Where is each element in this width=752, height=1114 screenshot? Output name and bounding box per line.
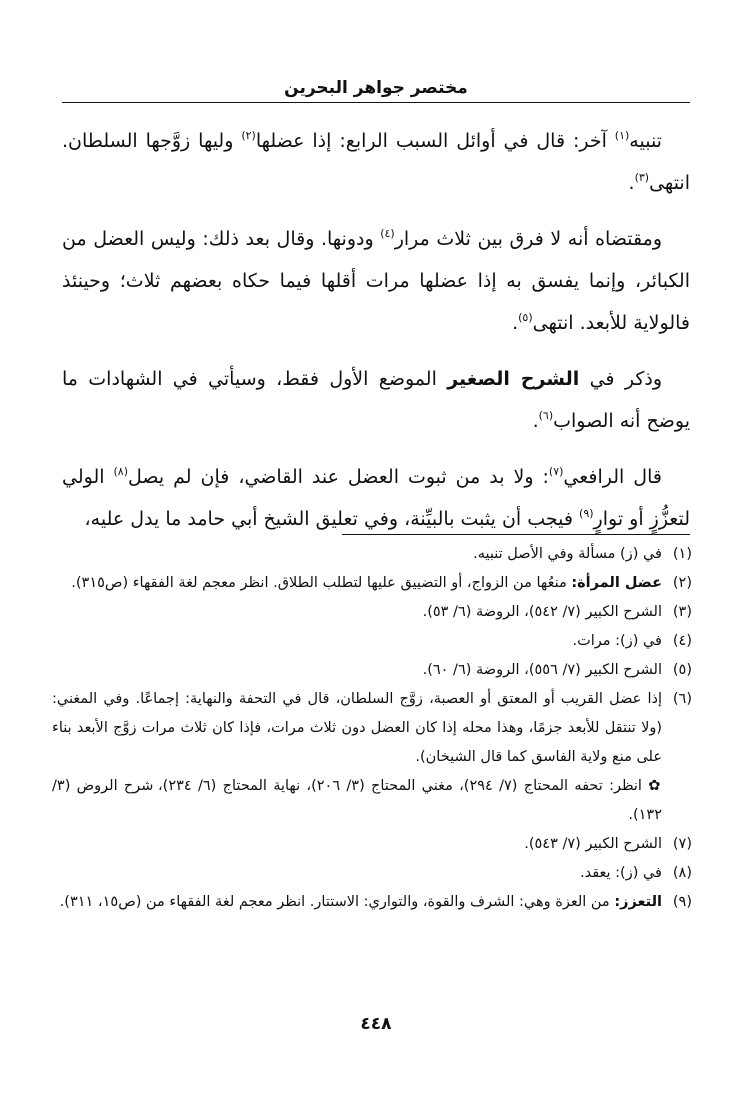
text-run: الموضع الأول فقط، وسيأتي في الشهادات ما يوضح أنه الصواب [62, 368, 690, 432]
book-title-bold: الشرح الصغير [447, 368, 580, 390]
main-text [62, 120, 690, 554]
footnote-2 [52, 569, 692, 598]
text-run: ومقتضاه أنه لا فرق بين ثلاث مرار [394, 228, 662, 250]
footnotes [52, 540, 692, 917]
footnote-number: (٤) [672, 633, 692, 649]
footnote-7 [52, 830, 692, 859]
footnote-term: عضل المرأة: [571, 575, 662, 591]
footnote-ref-9: (٩) [579, 507, 594, 520]
text-run: . [532, 410, 539, 432]
page-number: ٤٤٨ [360, 1014, 392, 1034]
text-run: : ولا بد من ثبوت العضل عند القاضي، فإن لم يصل [128, 466, 549, 488]
paragraph-3 [62, 358, 690, 442]
footnote-6 [52, 685, 692, 830]
text-run: ودونها. وقال بعد ذلك: وليس العضل من الكبائر، وإنما يفسق به إذا عضلها مرات أقلها فيما حكاه بعضهم ثلاث؛ وحينئذ فالولاية للأبعد. انتهى [62, 228, 690, 334]
footnote-number: (٥) [672, 662, 692, 678]
footnote-ref-4: (٤) [380, 227, 395, 240]
footnote-number: (٦) [672, 691, 692, 707]
footnote-ref-7: (٧) [548, 465, 564, 478]
footnote-8 [52, 859, 692, 888]
text-run: وذكر في [579, 368, 663, 390]
footnote-text: الشرح الكبير (٧/ ٥٥٦)، الروضة (٦/ ٦٠). [422, 662, 662, 678]
footnote-text: في (ز) مسألة وفي الأصل تنبيه. [473, 546, 662, 562]
footnote-ref-8: (٨) [113, 465, 128, 478]
footnote-ref-2: (٢) [241, 129, 256, 142]
footnote-3 [52, 598, 692, 627]
footnote-references: ✿ انظر: تحفه المحتاج (٧/ ٢٩٤)، مغني المحتاج (٣/ ٢٠٦)، نهاية المحتاج (٦/ ٢٣٤)، شرح الروض (٣/ ١٣٢). [52, 778, 663, 823]
footnote-number: (٣) [672, 604, 692, 620]
footnote-term: التعزز: [614, 894, 662, 910]
text-run: آخر: قال في أوائل السبب الرابع: إذا عضلها [255, 130, 615, 152]
text-run: . [512, 312, 519, 334]
footnote-4 [52, 627, 692, 656]
text-run: الولي لتعزُّزٍ أو توارٍ [62, 466, 690, 530]
text-run: فيجب أن يثبت بالبيِّنة، وفي تعليق الشيخ أبي حامد ما يدل عليه، [84, 508, 580, 530]
text-run: . [628, 172, 635, 194]
footnote-number: (٨) [672, 865, 692, 881]
footnote-ref-5: (٥) [518, 311, 533, 324]
paragraph-4 [62, 456, 690, 540]
footnote-number: (٢) [672, 575, 692, 591]
footnote-text: إذا عضل القريب أو المعتق أو العصبة، زوَّج السلطان، قال في التحفة والنهاية: إجماعًا. وفي المغني: (ولا تنتقل للأبعد جزمًا، وهذا محله إذا كان العضل دون ثلاث مرات، فإذا كان ثلاث مرات زوَّج الأبعد بناء على منع ولاية الفاسق كما قال الشيخان). [52, 691, 662, 765]
header-rule [62, 102, 690, 103]
footnote-number: (٧) [672, 836, 692, 852]
footnote-text: في (ز): يعقد. [579, 865, 662, 881]
footnote-text: من العزة وهي: الشرف والقوة، والتواري: الاستتار. انظر معجم لغة الفقهاء من (ص١٥، ٣١١). [59, 894, 615, 910]
text-run: تنبيه [629, 130, 662, 152]
footnote-text: في (ز): مرات. [572, 633, 662, 649]
footnote-text: منعُها من الزواج، أو التضييق عليها لتطلب الطلاق. انظر معجم لغة الفقهاء (ص٣١٥). [71, 575, 572, 591]
footnote-5 [52, 656, 692, 685]
footnote-body [52, 888, 662, 917]
running-header-title: مختصر جواهر البحرين [284, 78, 468, 98]
footnote-1 [52, 540, 692, 569]
footnote-text: الشرح الكبير (٧/ ٥٤٢)، الروضة (٦/ ٥٣). [422, 604, 662, 620]
footnote-number: (١) [672, 546, 692, 562]
footnote-body [52, 685, 662, 830]
footnote-ref-3: (٣) [634, 171, 650, 184]
footnote-ref-6: (٦) [538, 409, 554, 422]
footnote-body [52, 569, 662, 598]
text-run: قال الرافعي [563, 466, 662, 488]
paragraph-2 [62, 218, 690, 344]
text-run: وليها زوَّجها السلطان. انتهى [62, 130, 690, 194]
footnote-ref-1: (١) [614, 129, 630, 142]
footnote-number: (٩) [672, 894, 692, 910]
footnote-separator [342, 534, 690, 535]
paragraph-1 [62, 120, 690, 204]
footnote-text: الشرح الكبير (٧/ ٥٤٣). [524, 836, 662, 852]
footnote-9 [52, 888, 692, 917]
